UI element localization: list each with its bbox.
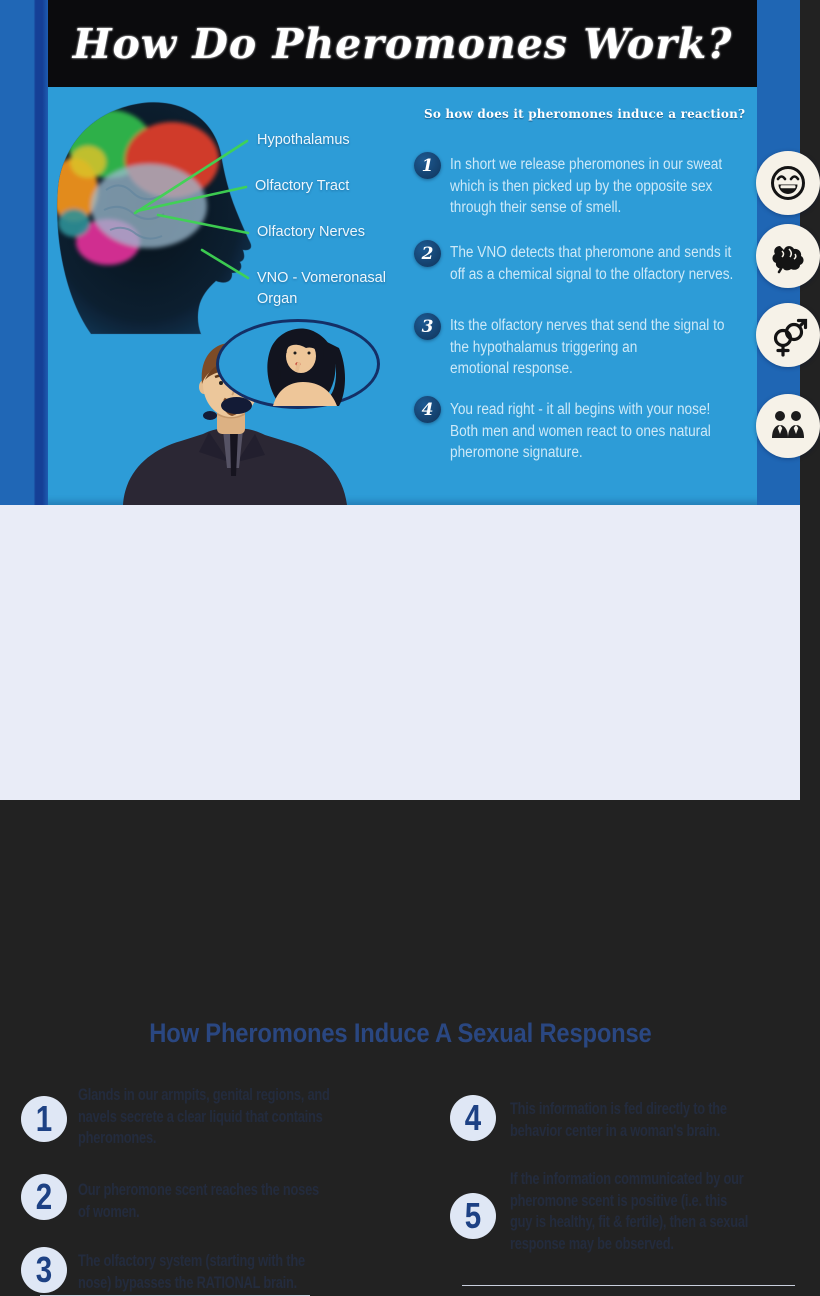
step-text-4: You read right - it all begins with your nose! Both men and women react to ones natural pheromone signature. [450, 401, 711, 461]
top-section [0, 0, 800, 505]
brain-icon [768, 236, 808, 276]
response-text-2: Our pheromone scent reaches the noses of women. [78, 1181, 319, 1221]
male-female-symbols-icon [768, 315, 808, 359]
bottom-section [0, 505, 800, 1292]
response-text-5: If the information communicated by our pheromone scent is positive (i.e. this guy is healthy, fit & fertile), then a sexual response may be observed. [510, 1170, 749, 1253]
icon-circle-3 [756, 303, 820, 367]
label-olfactory-nerves: Olfactory Nerves [257, 224, 365, 240]
step-number-1: 1 [414, 152, 441, 179]
divider-line-right [462, 1285, 795, 1286]
response-text-3: The olfactory system (starting with the nose) bypasses the RATIONAL brain. [78, 1252, 305, 1292]
thought-bubble [216, 319, 380, 409]
grinning-face-icon [768, 163, 808, 203]
woman-illustration [219, 322, 377, 406]
icon-circle-2 [756, 224, 820, 288]
response-text-1: Glands in our armpits, genital regions, and navels secrete a clear liquid that contains pheromones. [78, 1086, 330, 1147]
step-number-4: 4 [414, 396, 441, 423]
response-number-1: 1 [21, 1096, 67, 1142]
response-heading: How Pheromones Induce A Sexual Response [148, 1018, 652, 1048]
response-text-4: This information is fed directly to the behavior center in a woman's brain. [510, 1100, 727, 1140]
label-vno: VNO - Vomeronasal Organ [257, 270, 386, 307]
title-bar [48, 0, 757, 87]
step-text-3: Its the olfactory nerves that send the signal to the hypothalamus triggering an emotional response. [450, 317, 725, 377]
response-number-4: 4 [450, 1095, 496, 1141]
bubble-dot-large [221, 397, 252, 414]
two-people-icon [768, 406, 808, 442]
icon-circle-1 [756, 151, 820, 215]
response-number-5: 5 [450, 1193, 496, 1239]
left-border-stripe [0, 0, 48, 505]
label-olfactory-tract: Olfactory Tract [255, 178, 350, 194]
response-number-2: 2 [21, 1174, 67, 1220]
icon-circle-4 [756, 394, 820, 458]
label-hypothalamus: Hypothalamus [257, 132, 350, 148]
step-number-3: 3 [414, 313, 441, 340]
step-text-1: In short we release pheromones in our sweat which is then picked up by the opposite sex through their sense of smell. [450, 156, 723, 216]
step-number-2: 2 [414, 240, 441, 267]
reaction-heading: So how does it pheromones induce a reaction? [424, 106, 746, 121]
response-number-3: 3 [21, 1247, 67, 1293]
page-title: How Do Pheromones Work? [72, 19, 733, 68]
step-text-2: The VNO detects that pheromone and sends it off as a chemical signal to the olfactory nerves. [450, 244, 734, 283]
bubble-dot-small [203, 411, 217, 420]
